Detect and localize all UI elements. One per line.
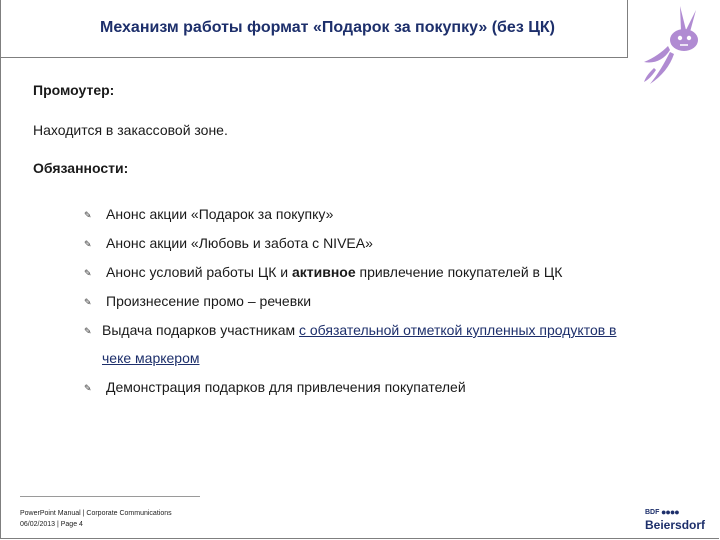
duties-heading: Обязанности: <box>33 160 129 176</box>
list-item-text: Демонстрация подарков для привлечения покупателей <box>106 379 466 395</box>
underlined-text: чеке маркером <box>102 350 200 366</box>
promoter-location: Находится в закассовой зоне. <box>33 122 228 138</box>
bold-word: активное <box>291 264 356 280</box>
footer-divider <box>20 496 200 497</box>
list-item-continuation <box>102 350 200 366</box>
promoter-heading: Промоутер: <box>33 82 115 98</box>
bunny-logo-icon <box>640 4 702 88</box>
list-item-text: Анонс акции «Подарок за покупку» <box>106 206 334 222</box>
beiersdorf-logo: Beiersdorf <box>645 518 706 532</box>
underlined-text: с обязательной отметкой купленных продуктов в <box>299 322 617 338</box>
pencil-bullet-icon: ✎ <box>84 239 92 249</box>
pencil-bullet-icon: ✎ <box>84 383 92 393</box>
footer <box>20 508 172 530</box>
pencil-bullet-icon: ✎ <box>84 268 92 278</box>
footer-line-1: PowerPoint Manual | Corporate Communications <box>20 510 172 517</box>
list-item-text: Произнесение промо – речевки <box>106 293 312 309</box>
pencil-bullet-icon: ✎ <box>84 210 92 220</box>
footer-line-2: 06/02/2013 | Page 4 <box>20 521 83 528</box>
pencil-bullet-icon: ✎ <box>84 297 92 307</box>
logo-bdf: BDF <box>645 509 660 516</box>
logo-dots-icon: ●●●● <box>661 507 679 517</box>
slide-title: Механизм работы формат «Подарок за покупку» (без ЦК) <box>100 19 555 36</box>
list-item-text: Выдача подарков участникам с обязательной отметкой купленных продуктов в <box>102 322 617 338</box>
title-box <box>0 0 628 58</box>
pencil-bullet-icon: ✎ <box>84 326 92 336</box>
list-item-text: Анонс акции «Любовь и забота с NIVEA» <box>106 235 373 251</box>
list-item-text: Анонс условий работы ЦК и активное привлечение покупателей в ЦК <box>106 264 563 280</box>
